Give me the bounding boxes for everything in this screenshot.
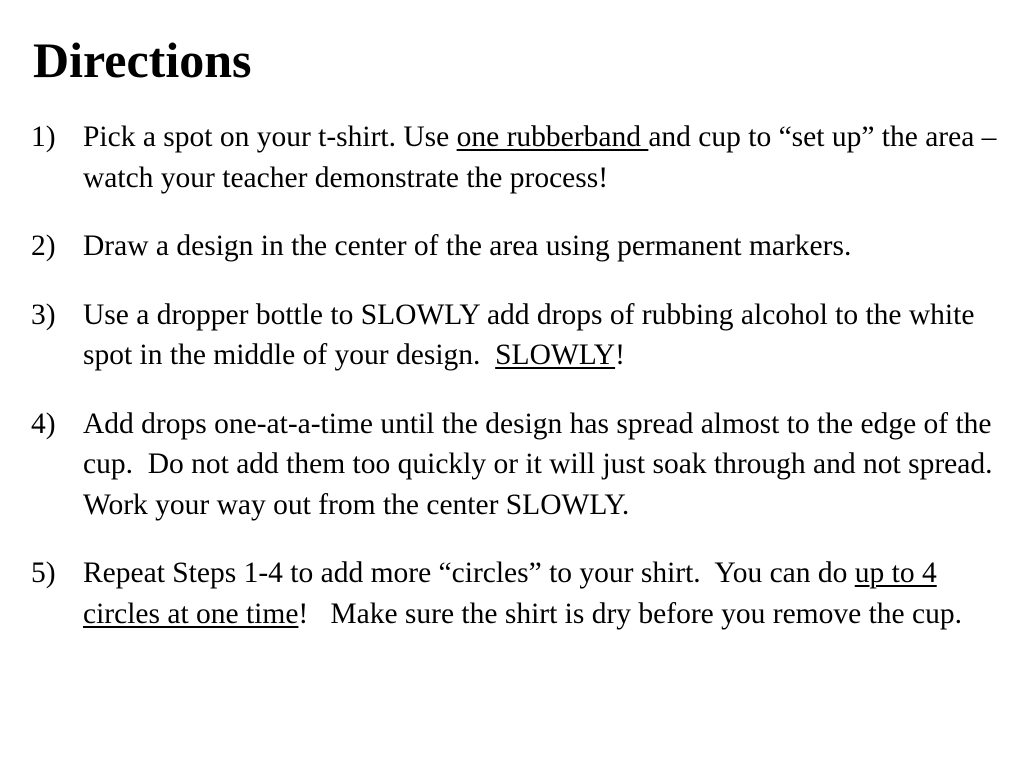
step-number: 5) xyxy=(31,557,56,589)
step-emphasis: one rubberband xyxy=(456,121,649,153)
step-text: Repeat Steps 1-4 to add more “circles” to your shirt. You can do xyxy=(83,557,855,589)
step-text: Draw a design in the center of the area using permanent markers. xyxy=(83,230,852,262)
step-text: ! xyxy=(615,339,625,371)
step-emphasis: up to 4 circles at one time xyxy=(83,557,937,630)
step-text: Use a dropper bottle to SLOWLY add drops of rubbing alcohol to the white spot in the middle of your design. xyxy=(83,298,975,371)
step-text: ! Make sure the shirt is dry before you remove the cup. xyxy=(298,597,962,630)
step-number: 1) xyxy=(31,121,56,153)
step-2 xyxy=(31,226,1006,267)
step-number: 4) xyxy=(31,407,56,440)
step-number: 2) xyxy=(31,230,56,262)
step-3 xyxy=(31,295,1006,376)
step-emphasis: SLOWLY xyxy=(495,339,616,371)
step-text: Add drops one-at-a-time until the design has spread almost to the edge of the cup. Do not add them too quickly or it will just soak through and not spread. Work your way out from the center SLOWLY. xyxy=(83,407,1000,521)
page-title: Directions xyxy=(33,32,252,88)
directions-list xyxy=(31,117,1006,662)
step-number: 3) xyxy=(31,298,56,331)
step-text: Pick a spot on your t-shirt. Use xyxy=(83,121,457,153)
step-4 xyxy=(31,404,1006,526)
step-1 xyxy=(31,117,1006,198)
step-text: and cup to “set up” the area – watch your teacher demonstrate the process! xyxy=(83,121,997,194)
step-5 xyxy=(31,553,1006,634)
